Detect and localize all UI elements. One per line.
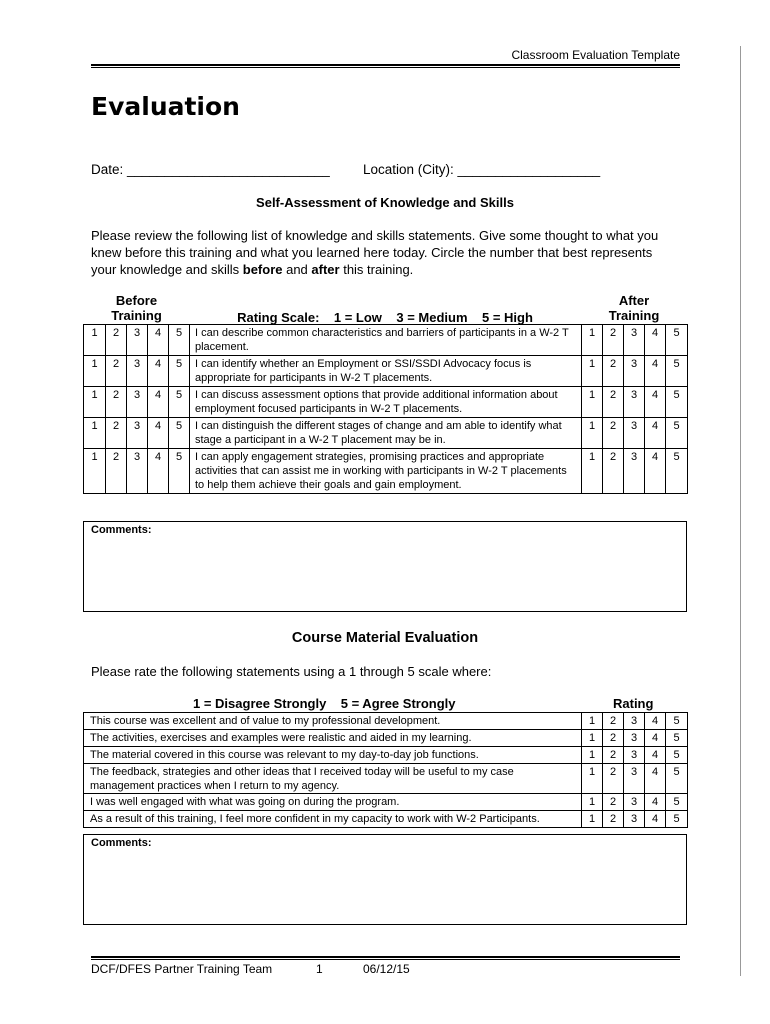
after-rating-option-2[interactable]: 2 bbox=[603, 356, 624, 387]
before-rating-option-5[interactable]: 5 bbox=[169, 387, 190, 418]
self-assessment-comments-box[interactable]: Comments: bbox=[83, 521, 687, 612]
page-margin-rule bbox=[740, 46, 741, 976]
course-statement-row bbox=[84, 747, 688, 764]
location-field[interactable]: Location (City): ___________________ bbox=[363, 162, 601, 177]
before-rating-option-1[interactable]: 1 bbox=[84, 418, 106, 449]
rating-option-4[interactable]: 4 bbox=[645, 747, 666, 764]
before-rating-option-4[interactable]: 4 bbox=[148, 387, 169, 418]
before-rating-option-2[interactable]: 2 bbox=[106, 418, 127, 449]
rating-option-3[interactable]: 3 bbox=[624, 811, 645, 828]
course-statement: The material covered in this course was relevant to my day-to-day job functions. bbox=[84, 747, 582, 764]
rating-option-5[interactable]: 5 bbox=[666, 764, 688, 794]
after-rating-option-5[interactable]: 5 bbox=[666, 418, 688, 449]
course-statement: The activities, exercises and examples were realistic and aided in my learning. bbox=[84, 730, 582, 747]
after-rating-option-1[interactable]: 1 bbox=[582, 418, 603, 449]
rating-option-1[interactable]: 1 bbox=[582, 794, 603, 811]
before-rating-option-4[interactable]: 4 bbox=[148, 325, 169, 356]
rating-option-2[interactable]: 2 bbox=[603, 811, 624, 828]
agreement-scale-label: 1 = Disagree Strongly 5 = Agree Strongly bbox=[193, 696, 456, 711]
before-rating-option-5[interactable]: 5 bbox=[169, 356, 190, 387]
before-label-line2: Training bbox=[111, 308, 162, 323]
before-label-line1: Before bbox=[115, 293, 158, 308]
before-rating-option-1[interactable]: 1 bbox=[84, 449, 106, 494]
before-rating-option-4[interactable]: 4 bbox=[148, 418, 169, 449]
intro-end: this training. bbox=[339, 262, 414, 277]
header-rule bbox=[91, 64, 680, 68]
before-rating-option-1[interactable]: 1 bbox=[84, 387, 106, 418]
before-rating-option-3[interactable]: 3 bbox=[127, 449, 148, 494]
after-rating-option-4[interactable]: 4 bbox=[645, 387, 666, 418]
date-field[interactable]: Date: ___________________________ bbox=[91, 162, 330, 177]
rating-option-3[interactable]: 3 bbox=[624, 794, 645, 811]
after-rating-option-5[interactable]: 5 bbox=[666, 325, 688, 356]
rating-option-1[interactable]: 1 bbox=[582, 713, 603, 730]
rating-option-3[interactable]: 3 bbox=[624, 747, 645, 764]
after-rating-option-4[interactable]: 4 bbox=[645, 449, 666, 494]
rating-option-2[interactable]: 2 bbox=[603, 730, 624, 747]
rating-option-4[interactable]: 4 bbox=[645, 730, 666, 747]
assessment-statement: I can describe common characteristics and barriers of participants in a W-2 T placement. bbox=[190, 325, 582, 356]
before-rating-option-3[interactable]: 3 bbox=[127, 387, 148, 418]
rating-option-4[interactable]: 4 bbox=[645, 713, 666, 730]
before-rating-option-5[interactable]: 5 bbox=[169, 418, 190, 449]
before-training-label bbox=[104, 293, 169, 323]
course-statement-row bbox=[84, 764, 688, 794]
after-rating-option-1[interactable]: 1 bbox=[582, 387, 603, 418]
rating-option-5[interactable]: 5 bbox=[666, 713, 688, 730]
after-rating-option-5[interactable]: 5 bbox=[666, 356, 688, 387]
rating-option-5[interactable]: 5 bbox=[666, 730, 688, 747]
after-rating-option-3[interactable]: 3 bbox=[624, 418, 645, 449]
before-rating-option-4[interactable]: 4 bbox=[148, 449, 169, 494]
after-rating-option-3[interactable]: 3 bbox=[624, 449, 645, 494]
page-title: Evaluation bbox=[91, 92, 240, 121]
rating-option-5[interactable]: 5 bbox=[666, 811, 688, 828]
rating-option-1[interactable]: 1 bbox=[582, 730, 603, 747]
rating-option-2[interactable]: 2 bbox=[603, 764, 624, 794]
rating-option-3[interactable]: 3 bbox=[624, 730, 645, 747]
intro-after: after bbox=[311, 262, 340, 277]
after-rating-option-1[interactable]: 1 bbox=[582, 449, 603, 494]
course-material-heading: Course Material Evaluation bbox=[291, 630, 479, 646]
course-statement: As a result of this training, I feel more confident in my capacity to work with W-2 Participants. bbox=[84, 811, 582, 828]
after-training-label bbox=[600, 293, 668, 323]
rating-option-3[interactable]: 3 bbox=[624, 713, 645, 730]
course-material-comments-box[interactable]: Comments: bbox=[83, 834, 687, 925]
rating-column-label: Rating bbox=[613, 696, 654, 711]
rating-option-1[interactable]: 1 bbox=[582, 811, 603, 828]
before-rating-option-1[interactable]: 1 bbox=[84, 325, 106, 356]
after-rating-option-4[interactable]: 4 bbox=[645, 325, 666, 356]
after-rating-option-4[interactable]: 4 bbox=[645, 356, 666, 387]
course-statement: I was well engaged with what was going on during the program. bbox=[84, 794, 582, 811]
intro-and: and bbox=[282, 262, 312, 277]
assessment-statement: I can identify whether an Employment or SSI/SSDI Advocacy focus is appropriate for participants in W-2 T placements. bbox=[190, 356, 582, 387]
rating-option-4[interactable]: 4 bbox=[645, 764, 666, 794]
before-rating-option-2[interactable]: 2 bbox=[106, 449, 127, 494]
before-rating-option-1[interactable]: 1 bbox=[84, 356, 106, 387]
rating-option-5[interactable]: 5 bbox=[666, 794, 688, 811]
course-statement: This course was excellent and of value to my professional development. bbox=[84, 713, 582, 730]
before-rating-option-3[interactable]: 3 bbox=[127, 356, 148, 387]
course-material-intro: Please rate the following statements using a 1 through 5 scale where: bbox=[91, 664, 492, 679]
course-statement-row bbox=[84, 811, 688, 828]
rating-option-2[interactable]: 2 bbox=[603, 747, 624, 764]
footer-team: DCF/DFES Partner Training Team bbox=[91, 962, 273, 976]
after-rating-option-2[interactable]: 2 bbox=[603, 418, 624, 449]
before-rating-option-4[interactable]: 4 bbox=[148, 356, 169, 387]
assessment-row bbox=[84, 387, 688, 418]
after-label-line2: Training bbox=[608, 308, 660, 323]
rating-option-2[interactable]: 2 bbox=[603, 713, 624, 730]
after-rating-option-2[interactable]: 2 bbox=[603, 449, 624, 494]
after-rating-option-3[interactable]: 3 bbox=[624, 325, 645, 356]
before-rating-option-3[interactable]: 3 bbox=[127, 418, 148, 449]
assessment-row bbox=[84, 449, 688, 494]
intro-text: Please review the following list of knowledge and skills statements. Give some thought to what you knew before this training and what you learned here today. Circle the number that best represents your knowledge and skills bbox=[91, 228, 659, 277]
assessment-statement: I can distinguish the different stages of change and am able to identify what stage a participant in a W-2 T placement may be in. bbox=[190, 418, 582, 449]
self-assessment-intro bbox=[91, 227, 681, 278]
after-rating-option-1[interactable]: 1 bbox=[582, 356, 603, 387]
after-rating-option-5[interactable]: 5 bbox=[666, 449, 688, 494]
course-material-table bbox=[83, 712, 688, 828]
after-rating-option-4[interactable]: 4 bbox=[645, 418, 666, 449]
footer-rule bbox=[91, 956, 680, 960]
course-statement-row bbox=[84, 794, 688, 811]
intro-before: before bbox=[242, 262, 283, 277]
rating-option-1[interactable]: 1 bbox=[582, 764, 603, 794]
rating-scale-label: Rating Scale: 1 = Low 3 = Medium 5 = High bbox=[237, 310, 533, 325]
rating-option-5[interactable]: 5 bbox=[666, 747, 688, 764]
footer-date: 06/12/15 bbox=[363, 962, 410, 976]
course-statement: The feedback, strategies and other ideas that I received today will be useful to my case management practices when I return to my agency. bbox=[84, 764, 582, 794]
assessment-row bbox=[84, 325, 688, 356]
assessment-statement: I can apply engagement strategies, promising practices and appropriate activities that can assist me in working with participants in W-2 T placements to help them achieve their goals and gain employment. bbox=[190, 449, 582, 494]
before-rating-option-3[interactable]: 3 bbox=[127, 325, 148, 356]
before-rating-option-2[interactable]: 2 bbox=[106, 387, 127, 418]
rating-option-4[interactable]: 4 bbox=[645, 794, 666, 811]
course-statement-row bbox=[84, 730, 688, 747]
rating-option-1[interactable]: 1 bbox=[582, 747, 603, 764]
after-label-line1: After bbox=[618, 293, 650, 308]
after-rating-option-5[interactable]: 5 bbox=[666, 387, 688, 418]
rating-option-3[interactable]: 3 bbox=[624, 764, 645, 794]
assessment-row bbox=[84, 418, 688, 449]
before-rating-option-5[interactable]: 5 bbox=[169, 449, 190, 494]
footer-page-number: 1 bbox=[316, 962, 323, 976]
after-rating-option-2[interactable]: 2 bbox=[603, 387, 624, 418]
after-rating-option-3[interactable]: 3 bbox=[624, 387, 645, 418]
before-rating-option-2[interactable]: 2 bbox=[106, 325, 127, 356]
header-title: Classroom Evaluation Template bbox=[511, 48, 680, 62]
before-rating-option-5[interactable]: 5 bbox=[169, 325, 190, 356]
after-rating-option-3[interactable]: 3 bbox=[624, 356, 645, 387]
rating-option-2[interactable]: 2 bbox=[603, 794, 624, 811]
after-rating-option-1[interactable]: 1 bbox=[582, 325, 603, 356]
self-assessment-heading: Self-Assessment of Knowledge and Skills bbox=[256, 195, 514, 210]
course-statement-row bbox=[84, 713, 688, 730]
after-rating-option-2[interactable]: 2 bbox=[603, 325, 624, 356]
before-rating-option-2[interactable]: 2 bbox=[106, 356, 127, 387]
rating-option-4[interactable]: 4 bbox=[645, 811, 666, 828]
self-assessment-table bbox=[83, 324, 688, 494]
assessment-row bbox=[84, 356, 688, 387]
assessment-statement: I can discuss assessment options that provide additional information about employment focused participants in W-2 T placements. bbox=[190, 387, 582, 418]
